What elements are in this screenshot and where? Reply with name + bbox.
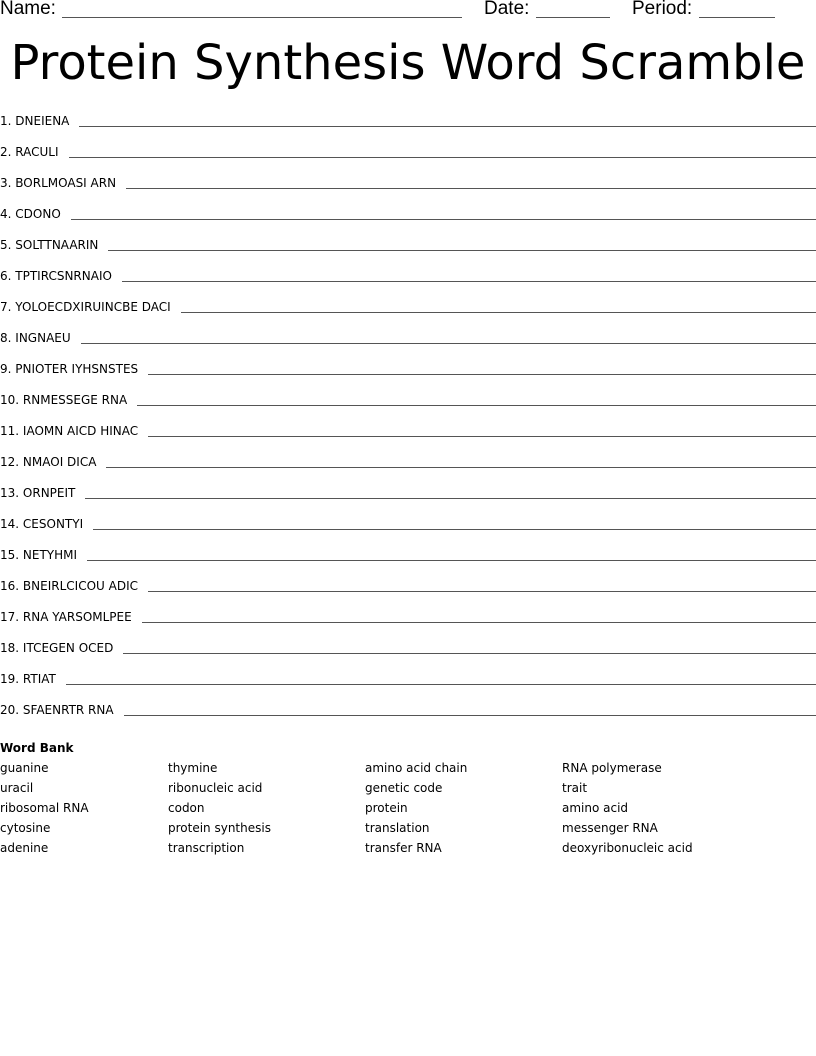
question-row — [0, 266, 816, 297]
question-number: 15. — [0, 548, 20, 562]
question-number: 11. — [0, 424, 20, 438]
word-bank-item: messenger RNA — [562, 821, 658, 835]
question-row — [0, 545, 816, 576]
scrambled-word: IAOMN AICD HINAC — [22, 424, 139, 438]
scrambled-word: BNEIRLCICOU ADIC — [22, 579, 138, 593]
scrambled-word: RTIAT — [22, 672, 56, 686]
word-bank-item: thymine — [168, 761, 218, 775]
question-number: 18. — [0, 641, 20, 655]
word-bank-title: Word Bank — [0, 741, 74, 755]
word-bank-item: codon — [168, 801, 205, 815]
word-bank-item: cytosine — [0, 821, 51, 835]
word-bank-item: protein — [365, 801, 408, 815]
word-bank-item: transcription — [168, 841, 245, 855]
answer-line[interactable] — [79, 111, 816, 127]
question-row — [0, 700, 816, 731]
word-bank-item: adenine — [0, 841, 49, 855]
question-number: 4. — [0, 207, 12, 221]
scrambled-word: NETYHMI — [22, 548, 78, 562]
period-label: Period: — [632, 0, 693, 19]
question-row — [0, 421, 816, 452]
scrambled-word: RNA YARSOMLPEE — [22, 610, 132, 624]
question-number: 17. — [0, 610, 20, 624]
word-bank-column — [0, 759, 89, 859]
question-row — [0, 235, 816, 266]
answer-line[interactable] — [142, 607, 816, 623]
word-bank-item: deoxyribonucleic acid — [562, 841, 693, 855]
question-row — [0, 390, 816, 421]
answer-line[interactable] — [106, 452, 816, 468]
word-bank-column — [365, 759, 467, 859]
question-number: 5. — [0, 238, 12, 252]
answer-line[interactable] — [122, 266, 816, 282]
word-bank-item: RNA polymerase — [562, 761, 662, 775]
question-row — [0, 204, 816, 235]
question-number: 8. — [0, 331, 12, 345]
question-row — [0, 173, 816, 204]
word-bank-item: transfer RNA — [365, 841, 442, 855]
word-bank-item: uracil — [0, 781, 34, 795]
scrambled-word: PNIOTER IYHSNSTES — [15, 362, 139, 376]
answer-line[interactable] — [87, 545, 816, 561]
word-bank-item: guanine — [0, 761, 49, 775]
question-number: 10. — [0, 393, 20, 407]
word-bank-item: ribosomal RNA — [0, 801, 89, 815]
question-number: 12. — [0, 455, 20, 469]
question-row — [0, 483, 816, 514]
answer-line[interactable] — [69, 142, 816, 158]
answer-line[interactable] — [81, 328, 816, 344]
scrambled-word: TPTIRCSNRNAIO — [15, 269, 112, 283]
answer-line[interactable] — [181, 297, 816, 313]
scrambled-word: CESONTYI — [22, 517, 84, 531]
question-number: 7. — [0, 300, 12, 314]
question-number: 9. — [0, 362, 12, 376]
question-number: 6. — [0, 269, 12, 283]
scrambled-word: ORNPEIT — [22, 486, 76, 500]
answer-line[interactable] — [71, 204, 816, 220]
question-row — [0, 359, 816, 390]
answer-line[interactable] — [93, 514, 816, 530]
name-field[interactable] — [62, 17, 462, 18]
word-bank — [0, 739, 816, 867]
word-bank-item: amino acid — [562, 801, 629, 815]
question-row — [0, 452, 816, 483]
scrambled-word: SOLTTNAARIN — [15, 238, 99, 252]
question-row — [0, 669, 816, 700]
period-field[interactable] — [699, 17, 775, 18]
question-number: 3. — [0, 176, 12, 190]
page-title: Protein Synthesis Word Scramble — [10, 35, 806, 91]
scrambled-word: YOLOECDXIRUINCBE DACI — [15, 300, 171, 314]
scrambled-word: ITCEGEN OCED — [22, 641, 114, 655]
question-number: 16. — [0, 579, 20, 593]
question-row — [0, 297, 816, 328]
word-bank-grid — [0, 757, 816, 867]
word-bank-item: trait — [562, 781, 588, 795]
word-bank-column — [168, 759, 271, 859]
word-bank-item: genetic code — [365, 781, 443, 795]
question-row — [0, 328, 816, 359]
scrambled-word: DNEIENA — [15, 114, 70, 128]
question-number: 2. — [0, 145, 12, 159]
student-info-header — [0, 0, 816, 24]
word-bank-column — [562, 759, 693, 859]
answer-line[interactable] — [124, 700, 816, 716]
answer-line[interactable] — [137, 390, 816, 406]
question-list — [0, 111, 816, 731]
word-bank-item: translation — [365, 821, 430, 835]
answer-line[interactable] — [148, 576, 816, 592]
word-bank-item: ribonucleic acid — [168, 781, 263, 795]
answer-line[interactable] — [123, 638, 816, 654]
question-row — [0, 111, 816, 142]
scrambled-word: BORLMOASI ARN — [15, 176, 117, 190]
word-bank-item: protein synthesis — [168, 821, 271, 835]
question-row — [0, 142, 816, 173]
name-label: Name: — [0, 0, 56, 19]
scrambled-word: RACULI — [15, 145, 59, 159]
question-number: 1. — [0, 114, 12, 128]
question-row — [0, 576, 816, 607]
question-row — [0, 638, 816, 669]
answer-line[interactable] — [148, 421, 816, 437]
date-field[interactable] — [536, 17, 610, 18]
answer-line[interactable] — [148, 359, 816, 375]
scrambled-word: SFAENRTR RNA — [22, 703, 114, 717]
scrambled-word: INGNAEU — [15, 331, 71, 345]
question-number: 19. — [0, 672, 20, 686]
scrambled-word: RNMESSEGE RNA — [22, 393, 128, 407]
question-row — [0, 607, 816, 638]
answer-line[interactable] — [66, 669, 816, 685]
question-number: 14. — [0, 517, 20, 531]
answer-line[interactable] — [108, 235, 816, 251]
answer-line[interactable] — [126, 173, 816, 189]
scrambled-word: CDONO — [15, 207, 61, 221]
word-bank-item: amino acid chain — [365, 761, 468, 775]
answer-line[interactable] — [85, 483, 816, 499]
date-label: Date: — [484, 0, 530, 19]
question-number: 20. — [0, 703, 20, 717]
scrambled-word: NMAOI DICA — [22, 455, 97, 469]
question-row — [0, 514, 816, 545]
question-number: 13. — [0, 486, 20, 500]
